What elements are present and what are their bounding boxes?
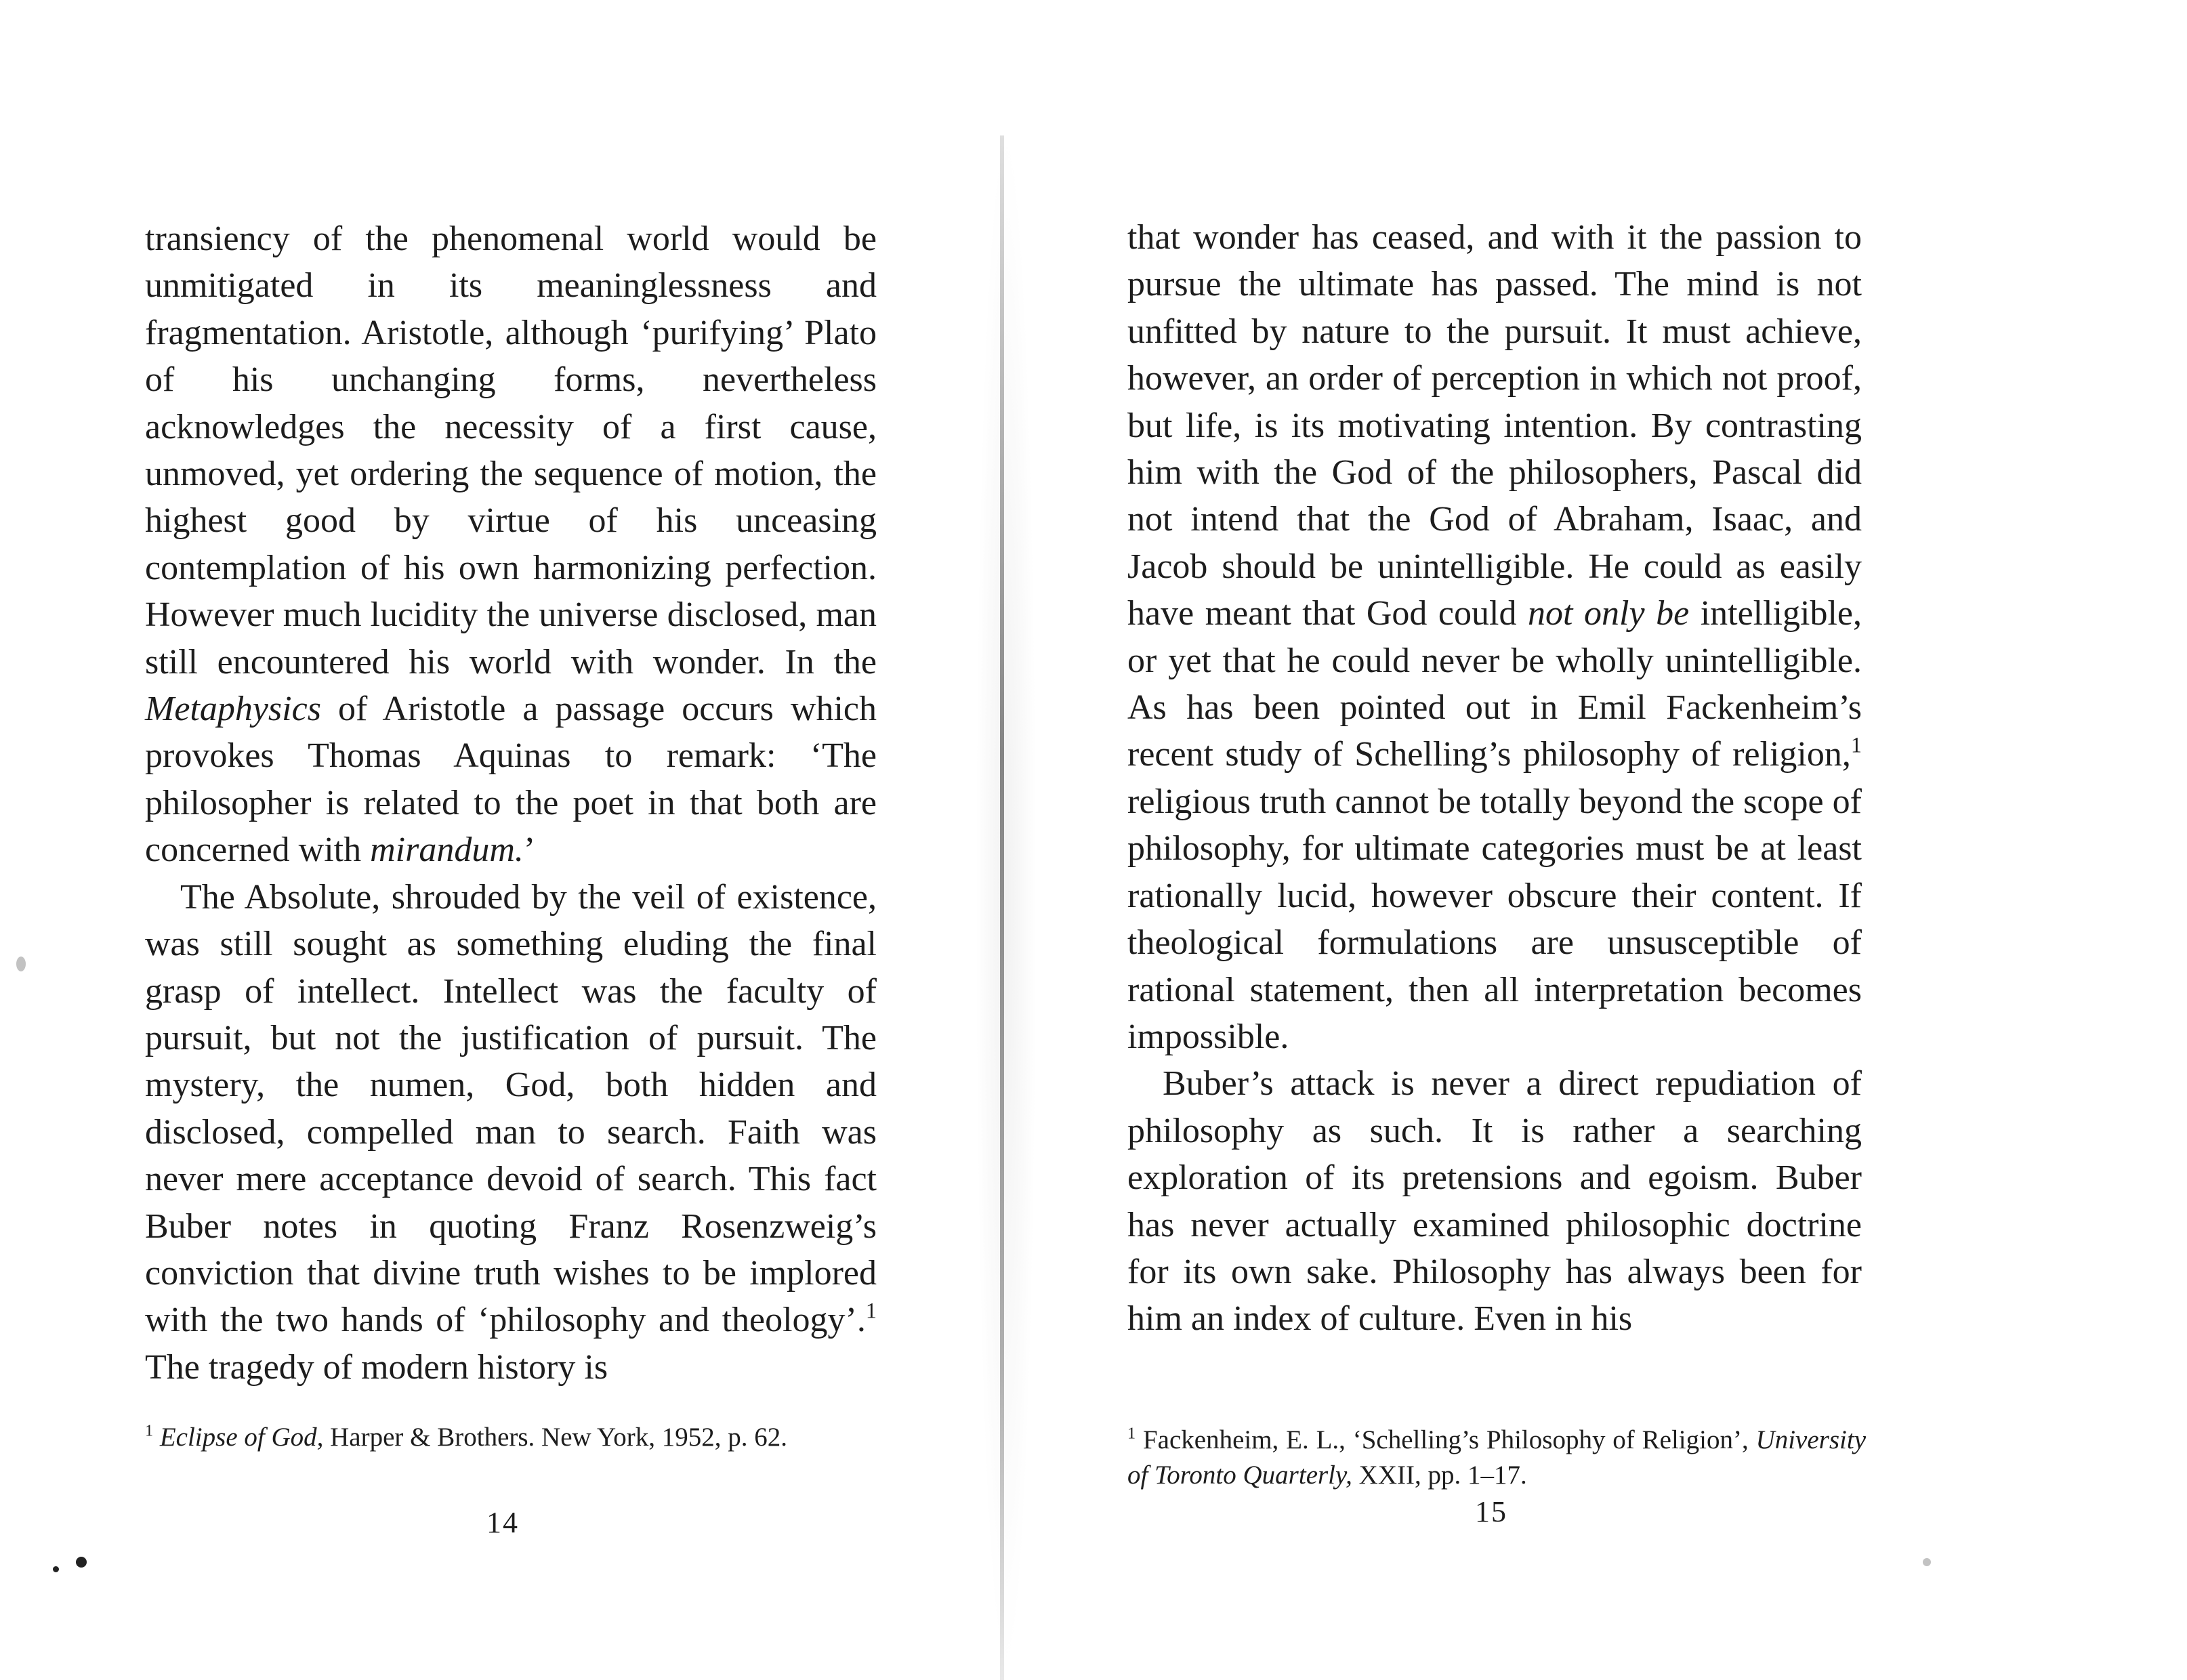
footnote-marker: 1: [1127, 1424, 1136, 1443]
left-footnote: [145, 1420, 885, 1455]
left-body-text: [145, 215, 877, 1391]
footnote-ref: 1: [865, 1299, 877, 1323]
ink-speck: [16, 957, 26, 971]
footnote-text: Fackenheim, E. L., ‘Schelling’s Philosophy of Religion’,: [1142, 1425, 1756, 1454]
right-text-span: religious truth cannot be totally beyond the scope of philosophy, for ultimate categories must be at least rationally lucid, however obscure their content. If theological formulations are unsusceptible of rational statement, then all interpretation becomes impossible.: [1127, 782, 1862, 1056]
footnote-marker: 1: [145, 1421, 154, 1440]
footnote-journal: University of Toronto Quarterly,: [1127, 1425, 1867, 1490]
left-page-number: 14: [486, 1506, 519, 1539]
left-text-span: ’: [523, 831, 536, 870]
ink-speck: [53, 1566, 59, 1572]
left-page: [0, 0, 1001, 1680]
right-italic-phrase: not only be: [1528, 594, 1690, 633]
ink-speck: [1923, 1558, 1931, 1566]
right-page: [1001, 0, 2187, 1680]
right-text-span: Buber’s attack is never a direct repudiation of philosophy as such. It is rather a searching exploration of its pretensions and egoism. Buber has never actually examined philosophic doctrine for its own sake. Philosophy has always been for him an index of culture. Even in his: [1127, 1064, 1862, 1339]
right-footnote: [1127, 1423, 1866, 1493]
left-italic-term: mirandum.: [370, 831, 524, 870]
right-body-text: [1127, 214, 1862, 1343]
footnote-title: Eclipse of God,: [159, 1423, 324, 1452]
left-text-span: of Aristotle a passage occurs which provokes Thomas Aquinas to remark: ‘The philosopher is related to the poet in that both are concerned with: [145, 690, 877, 870]
left-text-span: The Absolute, shrouded by the veil of existence, was still sought as something eluding the final grasp of intellect. Intellect was the faculty of pursuit, but not the justification of pursuit. The mystery, the numen, God, both hidden and disclosed, compelled man to search. Faith was never mere acceptance devoid of search. This fact Buber notes in quoting Franz Rosenzweig’s conviction that divine truth wishes to be implored with the two hands of ‘philosophy and theology’.: [145, 877, 877, 1340]
left-paragraph-2: [145, 874, 877, 1391]
right-text-span: intelligible, or yet that he could never be wholly unintelligible. As has been pointed out in Emil Fackenheim’s recent study of Schelling’s philosophy of religion,: [1127, 594, 1862, 774]
footnote-text: Harper & Brothers. New York, 1952, p. 62.: [323, 1423, 787, 1452]
left-paragraph-1: [145, 215, 877, 874]
left-text-span: transiency of the phenomenal world would be unmitigated in its meaninglessness and fragmentation. Aristotle, although ‘purifying’ Plato of his unchanging forms, nevertheless acknowledges the necessity of a first cause, unmoved, yet ordering the sequence of motion, the highest good by virtue of his unceasing contemplation of his own harmonizing perfection. However much lucidity the universe disclosed, man still encountered his world with wonder. In the: [145, 219, 877, 681]
left-italic-title: Metaphysics: [145, 690, 321, 729]
right-text-span: that wonder has ceased, and with it the passion to pursue the ultimate has passed. The mind is not unfitted by nature to the pursuit. It must achieve, however, an order of perception in which not proof, but life, is its motivating intention. By contrasting him with the God of the philosophers, Pascal did not intend that the God of Abraham, Isaac, and Jacob should be unintelligible. He could as easily have meant that God could: [1127, 218, 1862, 633]
left-text-span: The tragedy of modern history is: [145, 1347, 608, 1387]
footnote-ref: 1: [1850, 733, 1862, 758]
ink-speck: [76, 1557, 87, 1568]
right-page-number: 15: [1475, 1495, 1507, 1528]
right-paragraph-2: [1127, 1060, 1862, 1342]
right-paragraph-1: [1127, 214, 1862, 1060]
footnote-text: XXII, pp. 1–17.: [1352, 1461, 1527, 1490]
